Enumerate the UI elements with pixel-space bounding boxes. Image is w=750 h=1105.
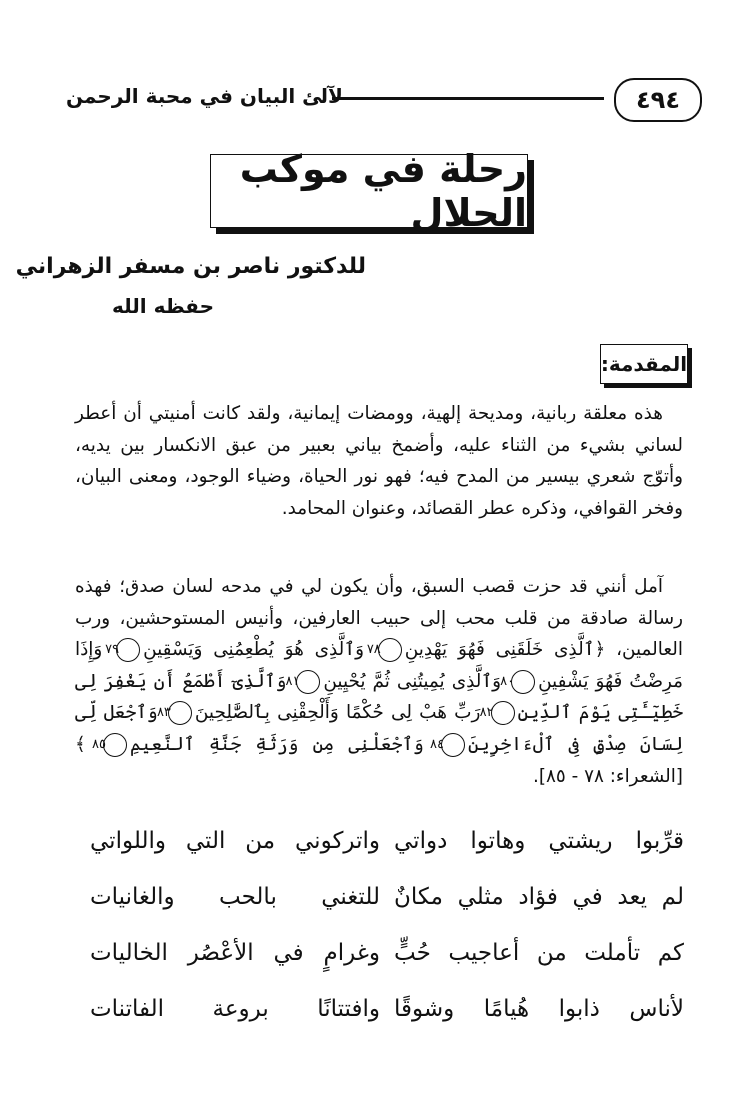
quran-verse: ﴿ٱلَّذِى خَلَقَنِى فَهُوَ يَهْدِينِ٧٨ bbox=[366, 639, 606, 661]
quran-verse: وَٱجْعَلْنِى مِن وَرَثَةِ جَنَّةِ ٱلنَّعِيمِ٨٥ bbox=[92, 733, 424, 755]
quran-verse: رَبِّ هَبْ لِى حُكْمًا وَأَلْحِقْنِى بِٱلصَّٰلِحِينَ٨٣ bbox=[156, 702, 481, 724]
quran-verse: وَٱلَّذِى هُوَ يُطْعِمُنِى وَيَسْقِينِ٧٩ bbox=[105, 639, 364, 661]
author-name: للدكتور ناصر بن مسفر الزهراني bbox=[15, 254, 366, 279]
poem-verse bbox=[70, 936, 684, 992]
page-header bbox=[66, 78, 702, 128]
poem-second-hemistich: للتغني بالحب والغانيات bbox=[90, 884, 380, 910]
section-label: المقدمة: bbox=[600, 344, 688, 384]
poem-first-hemistich: قرِّبوا ريشتي وهاتوا دواتي bbox=[394, 828, 684, 854]
chapter-title: رحلة في موكب الجلال bbox=[210, 154, 528, 228]
dedication-text: آمل أنني قد حزت قصب السبق، وأن يكون لي في مدحه لسان صدق؛ فهذه رسالة صادقة من قلب محب إلى حبيب العارفين، وأنيس المستوحشين، ورب العالمين، bbox=[75, 576, 683, 661]
poem-first-hemistich: لم يعد في فؤاد مثلي مكانٌ bbox=[394, 884, 684, 910]
ayah-number: ٨٣ bbox=[168, 701, 192, 725]
ayah-number: ٧٨ bbox=[378, 638, 402, 662]
ayah-number: ٨٤ bbox=[441, 733, 465, 757]
poem-first-hemistich: كم تأملت من أعاجيب حُبٍّ bbox=[394, 940, 684, 966]
poem-verse bbox=[70, 824, 684, 880]
ayah-number: ٨٥ bbox=[103, 733, 127, 757]
quran-verse: وَإِذَا مَرِضْتُ فَهُوَ يَشْفِينِ٨٠ bbox=[75, 639, 683, 692]
poem-verse bbox=[70, 992, 684, 1048]
ayah-number: ٨٠ bbox=[511, 670, 535, 694]
page-number: ٤٩٤ bbox=[614, 78, 702, 122]
quran-verse: وَٱلَّذِى يُمِيتُنِى ثُمَّ يُحْيِينِ٨١ bbox=[285, 670, 502, 692]
poem-first-hemistich: لأناس ذابوا هُيامًا وشوقًا bbox=[394, 996, 684, 1022]
quran-verse: وَٱجْعَل لِّى لِسَانَ صِدْقٍ فِى ٱلْءَاخِرِينَ٨٤ bbox=[75, 702, 683, 755]
ayah-number: ٨٢ bbox=[491, 701, 515, 725]
poem-second-hemistich: وغرامٍ في الأعْصُر الخاليات bbox=[90, 940, 380, 966]
header-rule bbox=[332, 97, 604, 100]
author-prayer: حفظه الله bbox=[111, 294, 214, 318]
dedication-paragraph bbox=[75, 571, 683, 792]
poem-second-hemistich: وافتتانًا بروعة الفاتنات bbox=[90, 996, 380, 1022]
ayah-number: ٧٩ bbox=[116, 638, 140, 662]
book-title: لآلئ البيان في محبة الرحمن bbox=[66, 84, 343, 108]
poem-verse bbox=[70, 880, 684, 936]
ayah-number: ٨١ bbox=[296, 670, 320, 694]
quran-verse: وَٱلَّذِىٓ أَطْمَعُ أَن يَغْفِرَ لِى خَطِيٓـَٔتِى يَوْمَ ٱلدِّينِ٨٢ bbox=[75, 670, 683, 724]
poem-second-hemistich: واتركوني من التي واللواتي bbox=[90, 828, 380, 854]
quran-citation: ﴾ [الشعراء: ٧٨ - ٨٥]. bbox=[75, 733, 683, 787]
poem bbox=[70, 824, 684, 1048]
intro-paragraph: هذه معلقة ربانية، ومديحة إلهية، وومضات إيمانية، ولقد كانت أمنيتي أن أعطر لساني بشيء من الثناء عليه، وأضمخ بياني بعبير من عبق الانكسار بين يديه، وأتوّج شعري بيسير من المدح فيه؛ فهو نور الحياة، وضياء الوجود، ومعنى البيان، وفخر القوافي، وذكره عطر القصائد، وعنوان المحامد. bbox=[75, 403, 683, 519]
